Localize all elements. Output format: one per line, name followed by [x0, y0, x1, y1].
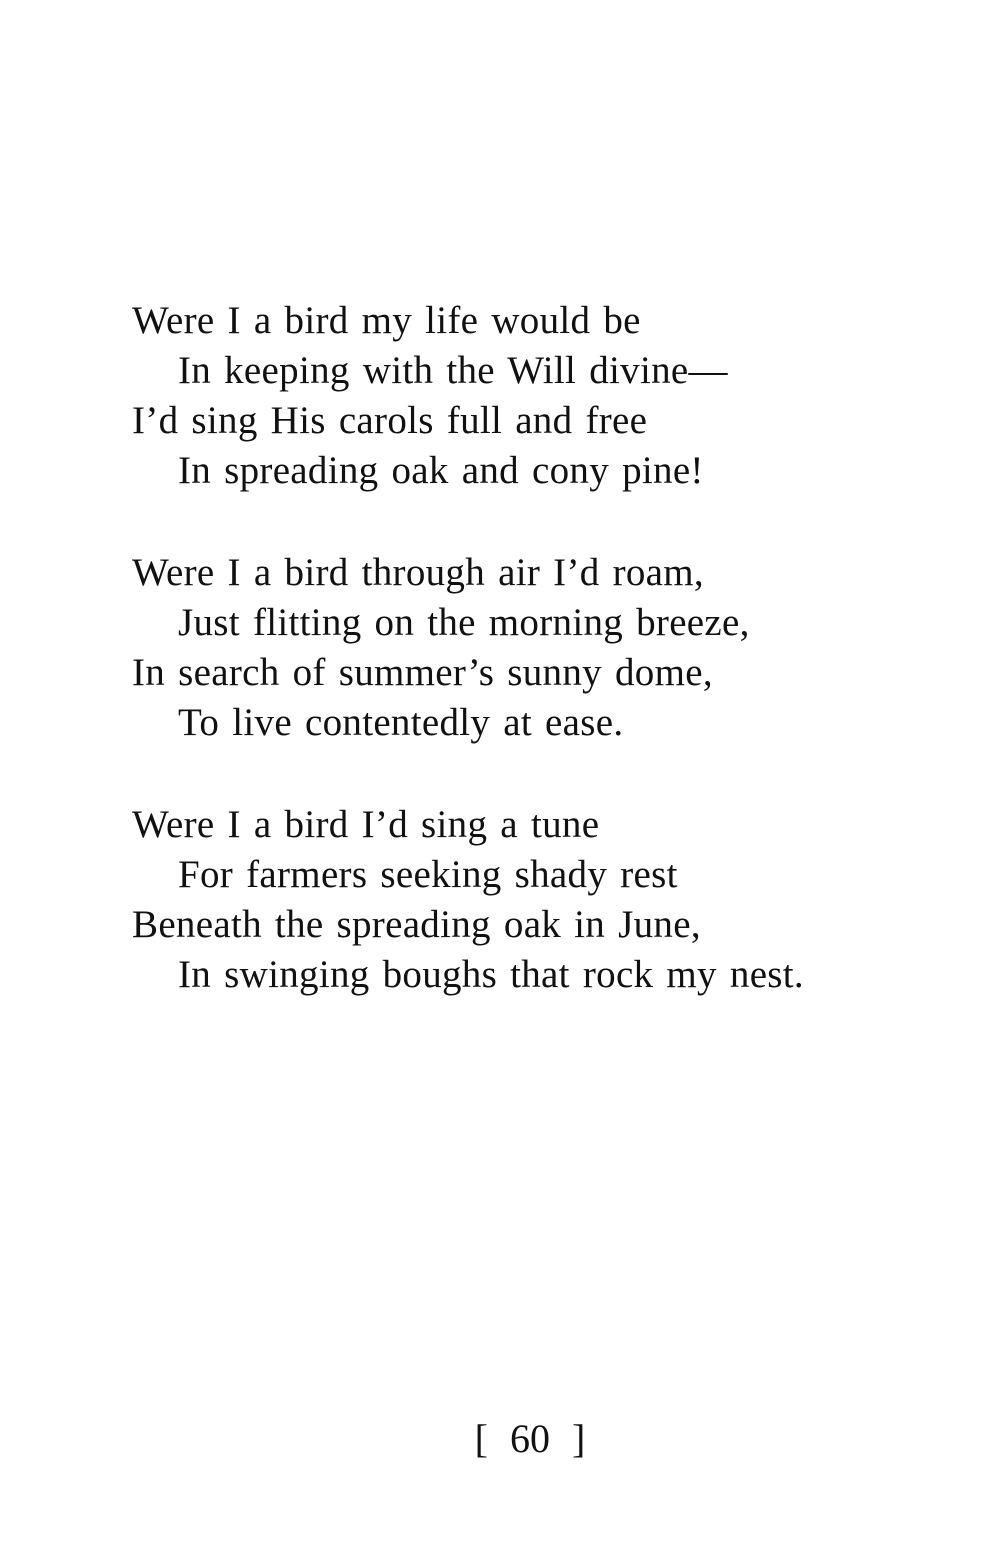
poem-line: Just flitting on the morning breeze,	[178, 601, 750, 644]
poem-line: Were I a bird I’d sing a tune	[132, 803, 600, 846]
page-number-value: 60	[510, 1416, 550, 1461]
page-number-close-bracket: ]	[572, 1416, 586, 1461]
stanza-2	[132, 548, 972, 748]
page-number-open-bracket: [	[474, 1416, 488, 1461]
poem-line: Were I a bird my life would be	[132, 299, 641, 342]
poem-line: To live contentedly at ease.	[178, 701, 624, 744]
stanza-1	[132, 296, 972, 496]
poem-line: For farmers seeking shady rest	[178, 853, 678, 896]
poem-line: Beneath the spreading oak in June,	[132, 903, 701, 946]
poem-line: In keeping with the Will divine—	[178, 349, 728, 392]
page-number	[0, 1414, 1000, 1464]
poem	[132, 296, 972, 1052]
poem-line: I’d sing His carols full and free	[132, 399, 648, 442]
poem-line: In spreading oak and cony pine!	[178, 449, 704, 492]
stanza-3	[132, 800, 972, 1000]
poem-line: In swinging boughs that rock my nest.	[178, 953, 804, 996]
poem-line: In search of summer’s sunny dome,	[132, 651, 713, 694]
poem-line: Were I a bird through air I’d roam,	[132, 551, 704, 594]
